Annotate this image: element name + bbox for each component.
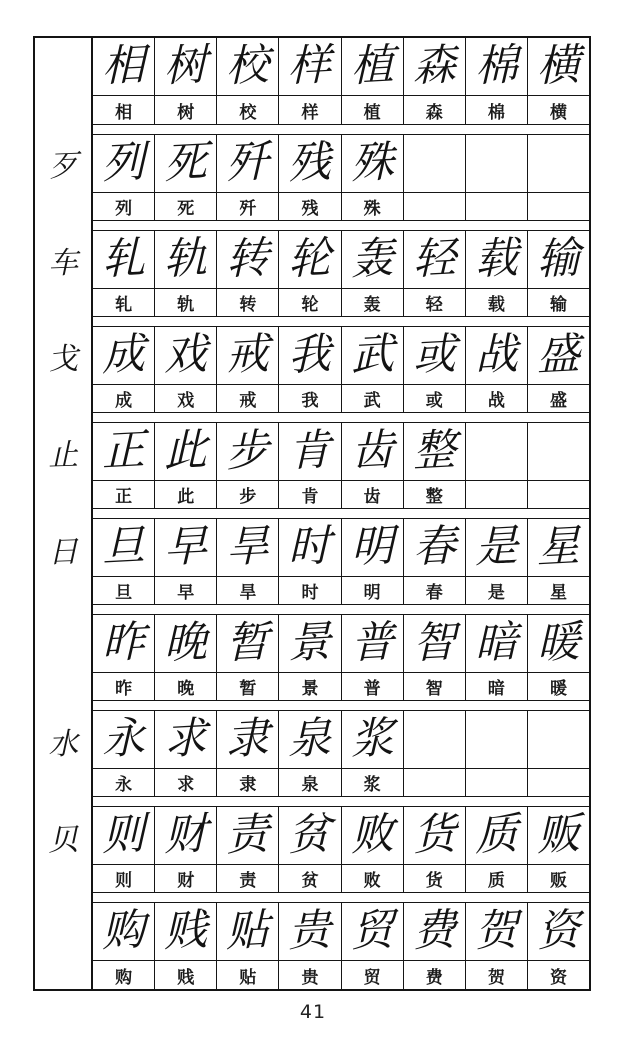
printed-row [93, 481, 589, 508]
printed-character-cell: 时 [279, 577, 341, 604]
radical-label: 止 [47, 437, 79, 474]
printed-character-cell: 成 [93, 385, 155, 412]
cursive-character-cell [404, 903, 466, 960]
cursive-character-cell [217, 327, 279, 384]
cursive-character-cell [155, 711, 217, 768]
cursive-character: 贱 [163, 904, 208, 958]
printed-character-cell: 整 [404, 481, 466, 508]
cursive-character: 我 [288, 328, 332, 382]
printed-character-cell: 败 [342, 865, 404, 892]
cursive-character-cell [342, 615, 404, 672]
cursive-character: 残 [288, 136, 332, 190]
cursive-character-cell [466, 615, 528, 672]
printed-character-cell: 载 [466, 289, 528, 316]
cursive-character: 齿 [350, 424, 394, 478]
printed-character-cell: 早 [155, 577, 217, 604]
cursive-character: 星 [536, 520, 581, 574]
printed-character-cell: 校 [217, 96, 279, 124]
cursive-character-cell [342, 519, 404, 576]
cursive-character-cell [342, 711, 404, 768]
printed-character-cell: 正 [93, 481, 155, 508]
cursive-character-cell [155, 807, 217, 864]
cursive-character: 轮 [288, 232, 332, 286]
cursive-character-cell [342, 327, 404, 384]
printed-character-cell: 货 [404, 865, 466, 892]
cursive-character: 树 [163, 39, 208, 93]
printed-character-cell: 齿 [342, 481, 404, 508]
cursive-character-cell [404, 711, 466, 768]
printed-row [93, 865, 589, 892]
radical-label: 戈 [47, 341, 79, 378]
cursive-character: 资 [536, 904, 581, 958]
printed-character-cell: 购 [93, 961, 155, 989]
character-block [93, 422, 589, 509]
cursive-character: 转 [225, 232, 270, 286]
cursive-character: 载 [474, 232, 519, 286]
printed-character-cell: 殊 [342, 193, 404, 220]
printed-row [93, 96, 589, 124]
cursive-character-cell [93, 327, 155, 384]
cursive-character: 明 [350, 520, 394, 574]
cursive-character-cell [528, 423, 589, 480]
printed-character-cell: 责 [217, 865, 279, 892]
cursive-character-cell [279, 903, 341, 960]
printed-character-cell: 轮 [279, 289, 341, 316]
handwritten-row [93, 38, 589, 96]
printed-character-cell: 棉 [466, 96, 528, 124]
cursive-character-cell [279, 135, 341, 192]
printed-character-cell: 费 [404, 961, 466, 989]
printed-character-cell: 此 [155, 481, 217, 508]
cursive-character-cell [155, 903, 217, 960]
radical-label: 日 [47, 533, 79, 571]
printed-character-cell: 列 [93, 193, 155, 220]
cursive-character-cell [279, 711, 341, 768]
cursive-character-cell [279, 231, 341, 288]
cursive-character: 旱 [225, 520, 270, 574]
cursive-character-cell [466, 38, 528, 95]
cursive-character: 肯 [288, 424, 332, 478]
printed-character-cell: 森 [404, 96, 466, 124]
printed-character-cell: 盛 [549, 391, 567, 410]
printed-character-cell: 戏 [155, 385, 217, 412]
printed-character-cell: 轰 [342, 289, 404, 316]
handwritten-row [93, 519, 589, 577]
cursive-character: 则 [101, 808, 146, 862]
cursive-character: 或 [412, 328, 457, 382]
cursive-character: 货 [412, 808, 457, 862]
cursive-character: 是 [474, 520, 519, 574]
cursive-character-cell [217, 231, 279, 288]
printed-character-cell: 是 [466, 577, 528, 604]
handwritten-row [93, 903, 589, 961]
cursive-character-cell [217, 615, 279, 672]
cursive-character: 贩 [536, 808, 581, 862]
printed-character-cell: 求 [155, 769, 217, 796]
cursive-character: 智 [412, 616, 457, 670]
cursive-character-cell [93, 231, 155, 288]
printed-row [93, 193, 589, 220]
printed-character-cell: 暂 [217, 673, 279, 700]
printed-character-cell: 泉 [279, 769, 341, 796]
cursive-character-cell [466, 519, 528, 576]
cursive-character-cell [155, 38, 217, 95]
cursive-character-cell [93, 38, 155, 95]
character-block [93, 806, 589, 893]
printed-character-cell: 昨 [93, 673, 155, 700]
printed-character-cell [466, 481, 528, 508]
printed-character-cell: 则 [93, 865, 155, 892]
printed-character-cell: 轻 [404, 289, 466, 316]
cursive-character: 暂 [225, 616, 270, 670]
cursive-character: 责 [225, 808, 270, 862]
cursive-character: 棉 [474, 39, 519, 93]
printed-row [93, 577, 589, 604]
cursive-character: 费 [412, 904, 457, 958]
printed-character-cell: 贩 [549, 871, 567, 890]
cursive-character: 戒 [225, 328, 270, 382]
practice-sheet-frame [33, 36, 591, 991]
printed-character-cell: 春 [404, 577, 466, 604]
cursive-character: 景 [288, 616, 332, 670]
cursive-character-cell [155, 423, 217, 480]
character-block [93, 518, 589, 605]
cursive-character-cell [342, 807, 404, 864]
cursive-character-cell [217, 519, 279, 576]
printed-character-cell: 横 [549, 102, 567, 122]
handwritten-row [93, 423, 589, 481]
cursive-character: 暗 [474, 616, 519, 670]
printed-character-cell: 死 [155, 193, 217, 220]
cursive-character: 此 [163, 424, 208, 478]
cursive-character: 旦 [101, 520, 146, 574]
cursive-character-cell [93, 615, 155, 672]
cursive-character: 时 [288, 520, 332, 574]
cursive-character-cell [279, 807, 341, 864]
printed-character-cell: 或 [404, 385, 466, 412]
cursive-character: 校 [225, 39, 270, 93]
printed-character-cell: 浆 [342, 769, 404, 796]
character-block [93, 38, 589, 125]
cursive-character-cell [279, 519, 341, 576]
page-number: 41 [299, 1001, 327, 1023]
radical-column [35, 38, 93, 989]
cursive-character-cell [217, 423, 279, 480]
printed-character-cell: 步 [217, 481, 279, 508]
cursive-character-cell [342, 135, 404, 192]
cursive-character: 早 [163, 520, 208, 574]
cursive-character-cell [155, 327, 217, 384]
cursive-character-cell [217, 711, 279, 768]
radical-label: 水 [47, 726, 79, 763]
cursive-character: 轨 [163, 232, 208, 286]
printed-character-cell: 轧 [93, 289, 155, 316]
printed-character-cell: 智 [404, 673, 466, 700]
cursive-character-cell [279, 38, 341, 95]
cursive-character: 贵 [288, 904, 332, 958]
cursive-character-cell [217, 135, 279, 192]
character-block [93, 710, 589, 797]
cursive-character: 植 [350, 39, 394, 93]
radical-label: 车 [47, 245, 79, 282]
printed-character-cell: 转 [217, 289, 279, 316]
cursive-character-cell [342, 903, 404, 960]
printed-character-cell: 戒 [217, 385, 279, 412]
cursive-character: 输 [536, 232, 581, 286]
cursive-character: 横 [536, 39, 581, 93]
cursive-character: 隶 [225, 712, 270, 766]
printed-character-cell [466, 193, 528, 220]
printed-character-cell: 明 [342, 577, 404, 604]
printed-character-cell: 样 [279, 96, 341, 124]
printed-character-cell: 星 [549, 583, 567, 602]
cursive-character-cell [528, 135, 589, 192]
printed-character-cell: 我 [279, 385, 341, 412]
handwritten-row [93, 711, 589, 769]
printed-row [93, 673, 589, 700]
printed-character-cell: 相 [93, 96, 155, 124]
printed-row [93, 961, 589, 989]
handwritten-row [93, 135, 589, 193]
cursive-character-cell [93, 135, 155, 192]
character-blocks [93, 38, 589, 989]
printed-character-cell: 景 [279, 673, 341, 700]
printed-character-cell: 贱 [155, 961, 217, 989]
cursive-character-cell [528, 327, 589, 384]
cursive-character-cell [528, 807, 589, 864]
printed-character-cell: 晚 [155, 673, 217, 700]
cursive-character-cell [93, 903, 155, 960]
printed-character-cell: 植 [342, 96, 404, 124]
printed-character-cell: 隶 [217, 769, 279, 796]
printed-character-cell [528, 193, 589, 220]
cursive-character-cell [404, 615, 466, 672]
handwritten-row [93, 615, 589, 673]
cursive-character-cell [404, 38, 466, 95]
cursive-character: 泉 [288, 712, 332, 766]
cursive-character: 浆 [350, 712, 394, 766]
character-block [93, 326, 589, 413]
printed-character-cell [404, 769, 466, 796]
printed-character-cell: 树 [155, 96, 217, 124]
cursive-character-cell [93, 423, 155, 480]
printed-character-cell: 暗 [466, 673, 528, 700]
cursive-character: 暖 [536, 616, 581, 670]
printed-character-cell [528, 769, 589, 796]
printed-character-cell: 旱 [217, 577, 279, 604]
cursive-character: 财 [163, 808, 208, 862]
printed-row [93, 289, 589, 316]
cursive-character: 轻 [412, 232, 457, 286]
printed-character-cell [528, 481, 589, 508]
cursive-character: 步 [225, 424, 270, 478]
cursive-character: 森 [412, 39, 457, 93]
printed-character-cell: 贵 [279, 961, 341, 989]
printed-character-cell: 永 [93, 769, 155, 796]
cursive-character: 春 [412, 520, 457, 574]
printed-character-cell: 肯 [279, 481, 341, 508]
cursive-character: 列 [101, 136, 146, 190]
cursive-character-cell [404, 327, 466, 384]
cursive-character-cell [466, 807, 528, 864]
character-block [93, 614, 589, 701]
cursive-character-cell [279, 327, 341, 384]
cursive-character-cell [279, 423, 341, 480]
cursive-character: 质 [474, 808, 519, 862]
cursive-character-cell [155, 519, 217, 576]
printed-character-cell [404, 193, 466, 220]
handwritten-row [93, 807, 589, 865]
printed-character-cell: 输 [549, 295, 567, 314]
cursive-character: 样 [288, 39, 332, 93]
cursive-character-cell [93, 711, 155, 768]
printed-character-cell: 战 [466, 385, 528, 412]
cursive-character: 昨 [101, 616, 146, 670]
cursive-character: 求 [163, 712, 208, 766]
cursive-character: 永 [101, 712, 146, 766]
radical-label: 歹 [47, 148, 79, 185]
printed-row [93, 385, 589, 412]
cursive-character-cell [404, 807, 466, 864]
cursive-character-cell [404, 135, 466, 192]
cursive-character-cell [466, 423, 528, 480]
printed-character-cell: 贴 [217, 961, 279, 989]
printed-character-cell: 歼 [217, 193, 279, 220]
printed-character-cell: 质 [466, 865, 528, 892]
printed-character-cell: 贫 [279, 865, 341, 892]
cursive-character: 殊 [350, 136, 394, 190]
cursive-character-cell [466, 231, 528, 288]
cursive-character-cell [466, 327, 528, 384]
cursive-character: 贫 [288, 808, 332, 862]
cursive-character-cell [528, 38, 589, 95]
printed-character-cell: 残 [279, 193, 341, 220]
printed-character-cell: 轨 [155, 289, 217, 316]
cursive-character-cell [466, 903, 528, 960]
cursive-character: 相 [101, 39, 146, 93]
cursive-character: 盛 [536, 328, 581, 382]
cursive-character: 正 [101, 424, 146, 478]
cursive-character: 歼 [225, 136, 270, 190]
cursive-character-cell [217, 903, 279, 960]
printed-character-cell: 贸 [342, 961, 404, 989]
cursive-character-cell [528, 519, 589, 576]
cursive-character-cell [342, 38, 404, 95]
cursive-character: 贺 [474, 904, 519, 958]
printed-character-cell: 武 [342, 385, 404, 412]
printed-character-cell: 旦 [93, 577, 155, 604]
character-block [93, 230, 589, 317]
cursive-character-cell [404, 519, 466, 576]
cursive-character-cell [217, 807, 279, 864]
character-block [93, 134, 589, 221]
cursive-character-cell [528, 903, 589, 960]
cursive-character: 武 [350, 328, 394, 382]
printed-character-cell: 普 [342, 673, 404, 700]
radical-label: 贝 [47, 822, 79, 859]
printed-character-cell: 资 [549, 967, 567, 987]
cursive-character: 败 [350, 808, 394, 862]
handwritten-row [93, 231, 589, 289]
cursive-character-cell [217, 38, 279, 95]
printed-character-cell [466, 769, 528, 796]
cursive-character-cell [279, 615, 341, 672]
cursive-character: 轰 [350, 232, 394, 286]
printed-character-cell: 贺 [466, 961, 528, 989]
cursive-character: 普 [350, 616, 394, 670]
cursive-character: 战 [474, 328, 519, 382]
cursive-character: 贸 [350, 904, 394, 958]
printed-character-cell: 暖 [549, 679, 567, 698]
cursive-character: 晚 [163, 616, 208, 670]
cursive-character: 轧 [101, 232, 146, 286]
cursive-character-cell [404, 423, 466, 480]
cursive-character-cell [155, 135, 217, 192]
cursive-character: 贴 [225, 904, 270, 958]
cursive-character: 整 [412, 424, 457, 478]
cursive-character-cell [528, 711, 589, 768]
printed-row [93, 769, 589, 796]
cursive-character-cell [466, 711, 528, 768]
cursive-character: 成 [101, 328, 146, 382]
cursive-character-cell [342, 423, 404, 480]
cursive-character-cell [528, 615, 589, 672]
cursive-character-cell [155, 231, 217, 288]
handwritten-row [93, 327, 589, 385]
cursive-character: 购 [101, 904, 146, 958]
printed-character-cell: 财 [155, 865, 217, 892]
cursive-character: 死 [163, 136, 208, 190]
cursive-character-cell [342, 231, 404, 288]
cursive-character-cell [93, 519, 155, 576]
cursive-character-cell [528, 231, 589, 288]
cursive-character-cell [155, 615, 217, 672]
character-block [93, 902, 589, 989]
cursive-character-cell [93, 807, 155, 864]
cursive-character-cell [404, 231, 466, 288]
cursive-character-cell [466, 135, 528, 192]
cursive-character: 戏 [163, 328, 208, 382]
